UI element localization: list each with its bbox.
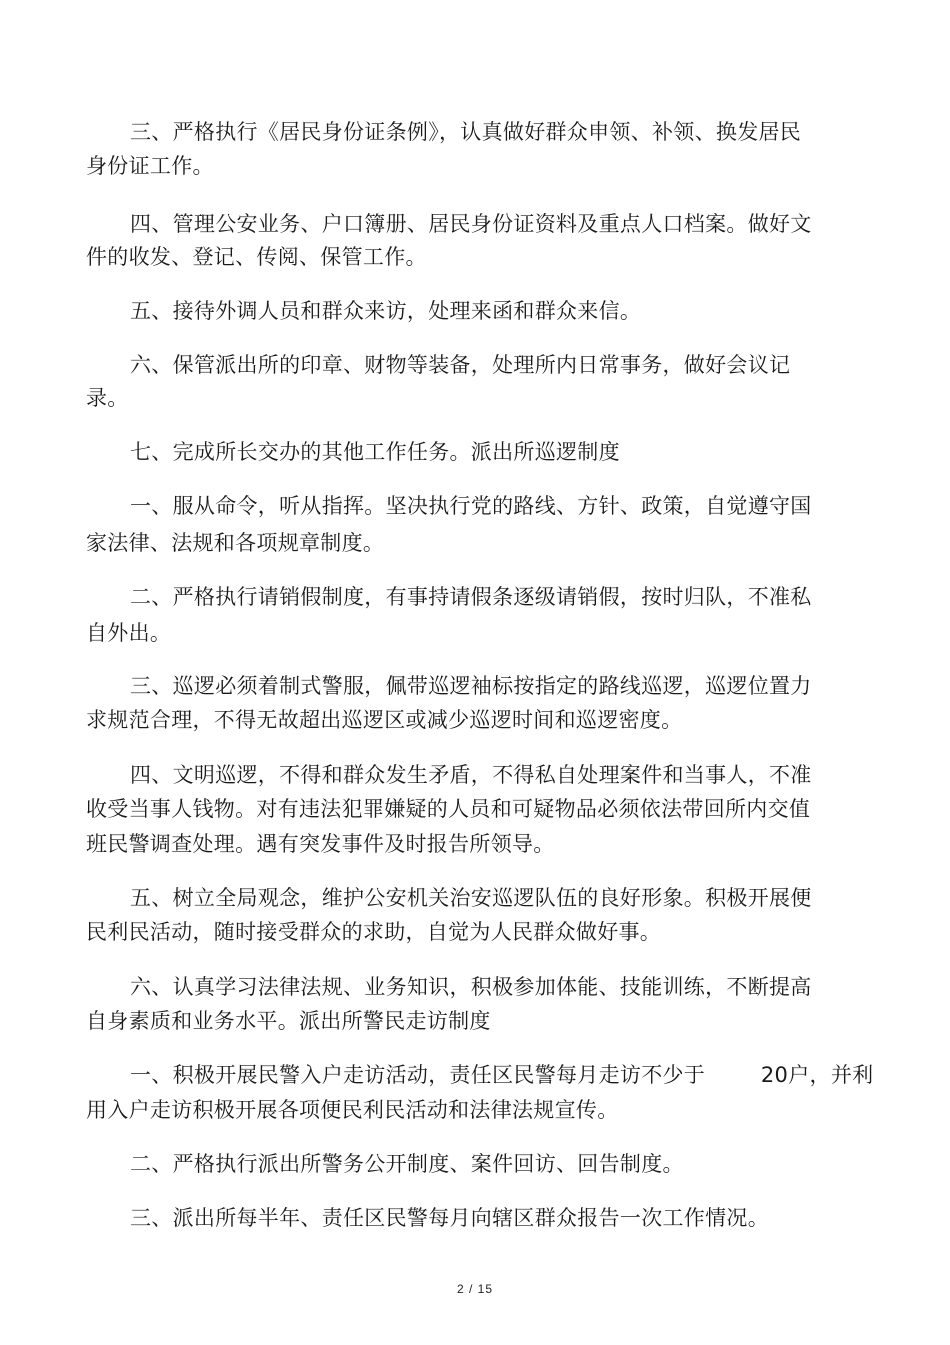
- paragraph-line: 四、管理公安业务、户口簿册、居民身份证资料及重点人口档案。做好文: [130, 212, 812, 236]
- paragraph-line: 求规范合理，不得无故超出巡逻区或减少巡逻时间和巡逻密度。: [86, 708, 683, 732]
- paragraph-line: 六、保管派出所的印章、财物等装备，处理所内日常事务，做好会议记: [130, 353, 791, 377]
- paragraph-line: 自身素质和业务水平。派出所警民走访制度: [86, 1009, 491, 1033]
- paragraph-line: 三、派出所每半年、责任区民警每月向辖区群众报告一次工作情况。: [130, 1206, 769, 1230]
- paragraph-line: 件的收发、登记、传阅、保管工作。: [86, 245, 427, 269]
- paragraph-line: 七、完成所长交办的其他工作任务。派出所巡逻制度: [130, 440, 620, 464]
- paragraph-line: 民利民活动，随时接受群众的求助，自觉为人民群众做好事。: [86, 920, 662, 944]
- paragraph-line: 五、接待外调人员和群众来访，处理来函和群众来信。: [130, 299, 642, 323]
- paragraph-line: 家法律、法规和各项规章制度。: [86, 531, 385, 555]
- paragraph-line: 自外出。: [86, 621, 172, 645]
- paragraph-line: 一、积极开展民警入户走访活动，责任区民警每月走访不少于 20户，并利: [130, 1063, 874, 1087]
- paragraph-line: 六、认真学习法律法规、业务知识，积极参加体能、技能训练，不断提高: [130, 975, 812, 999]
- page-number: 2 / 15: [456, 1282, 494, 1296]
- paragraph-line: 三、巡逻必须着制式警服，佩带巡逻袖标按指定的路线巡逻，巡逻位置力: [130, 674, 812, 698]
- paragraph-line: 身份证工作。: [86, 154, 214, 178]
- paragraph-line: 四、文明巡逻，不得和群众发生矛盾，不得私自处理案件和当事人，不准: [130, 763, 812, 787]
- paragraph-line: 三、严格执行《居民身份证条例》，认真做好群众申领、补领、换发居民: [130, 120, 802, 144]
- paragraph-line: 收受当事人钱物。对有违法犯罪嫌疑的人员和可疑物品必须依法带回所内交值: [86, 797, 811, 821]
- paragraph-line: 二、严格执行派出所警务公开制度、案件回访、回告制度。: [130, 1152, 684, 1176]
- paragraph-line: 一、服从命令，听从指挥。坚决执行党的路线、方针、政策，自觉遵守国: [130, 494, 812, 518]
- paragraph-line: 二、严格执行请销假制度，有事持请假条逐级请销假，按时归队，不准私: [130, 585, 812, 609]
- paragraph-line: 五、树立全局观念，维护公安机关治安巡逻队伍的良好形象。积极开展便: [130, 886, 812, 910]
- paragraph-line: 录。: [86, 386, 129, 410]
- paragraph-line: 班民警调查处理。遇有突发事件及时报告所领导。: [86, 832, 555, 856]
- paragraph-line: 用入户走访积极开展各项便民利民活动和法律法规宣传。: [86, 1098, 619, 1122]
